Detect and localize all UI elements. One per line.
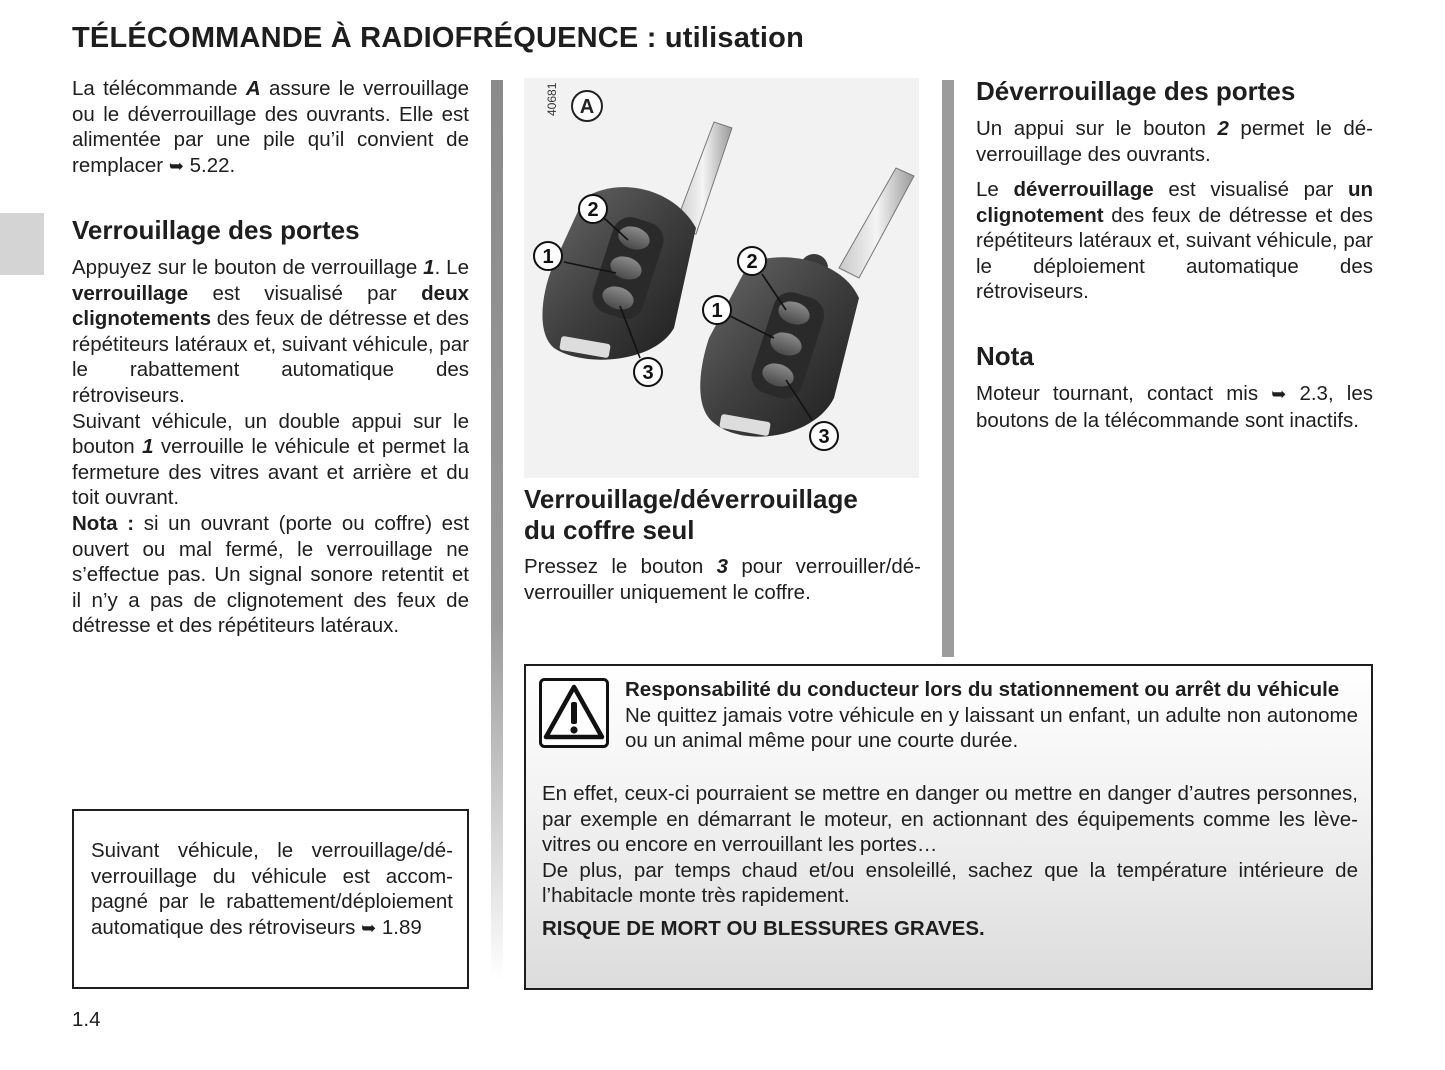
info-note-text: Suivant véhicule, le verrouillage/déverrouillage du véhicule est accompagné par le rabattement/déploiement automatique des rétroviseurs ➥ 1.89 <box>91 839 453 939</box>
page-title: TÉLÉCOMMANDE À RADIOFRÉQUENCE : utilisation <box>72 22 804 54</box>
callout-3: 3 <box>642 362 654 384</box>
warning-line-1: Ne quittez jamais votre véhicule en y laissant un enfant, un adulte non autonome ou un animal même pour une courte durée. <box>625 703 1358 753</box>
callout-1: 1 <box>542 246 554 268</box>
locking-section <box>72 255 469 639</box>
locking-nota-paragraph: Nota : si un ouvrant (porte ou coffre) est ouvert ou mal fermé, le verrouillage ne s’effectue pas. Un signal sonore retentit et il n’y a pas de clignotement des feux de détresse et des répétiteurs latéraux. <box>72 511 470 638</box>
warning-risk: RISQUE DE MORT OU BLESSURES GRAVES. <box>542 917 985 940</box>
intro-paragraph <box>72 76 469 179</box>
image-code: 40681 <box>545 82 559 116</box>
warning-icon <box>539 678 609 748</box>
callout-3: 3 <box>818 426 830 448</box>
intro-text: La télécommande <box>72 77 246 100</box>
unlocking-paragraph-1: Un appui sur le bouton 2 permet le déverrouillage des ouvrants. <box>976 117 1373 166</box>
locking-paragraph-1: Appuyez sur le bouton de verrouillage 1. Le verrouillage est visualisé par deux clignotements des feux de détresse et des répétiteurs latéraux et, suivant véhicule, par le rabattement automatique des rétroviseurs. <box>72 256 469 407</box>
trunk-paragraph: Pressez le bouton 3 pour verrouiller/déverrouiller uniquement le coffre. <box>524 555 921 604</box>
unlocking-heading: Déverrouillage des portes <box>976 76 1296 106</box>
warning-title: Responsabilité du conducteur lors du stationnement ou arrêt du véhicule <box>625 678 1340 701</box>
warning-paragraph-3: De plus, par temps chaud et/ou ensoleillé, sachez que la température intérieure de l’habitacle monte très rapidement. <box>542 858 1358 908</box>
unlocking-paragraph-2: Le déverrouillage est visualisé par un clignotement des feux de détresse et des répétiteurs latéraux et, suivant véhicule, par le déploiement automatique des rétroviseurs. <box>976 178 1374 304</box>
warning-header-text <box>625 677 1358 754</box>
button-2-key: 2 <box>1217 117 1229 140</box>
callout-1: 1 <box>711 300 723 322</box>
page-number: 1.4 <box>72 1008 101 1031</box>
button-1-key: 1 <box>423 256 435 279</box>
locking-heading: Verrouillage des portes <box>72 215 360 245</box>
remote-key-illustration <box>524 78 919 478</box>
warning-body <box>542 781 1358 909</box>
warning-paragraph-2: En effet, ceux-ci pourraient se mettre en danger ou mettre en danger d’autres personnes, par exemple en démarrant le moteur, en actionnant des équipements comme les lève-vitres ou encore en verrouillant les portes… <box>542 782 1358 857</box>
reference-arrow-icon: ➥ <box>361 917 377 938</box>
callout-2: 2 <box>587 199 599 221</box>
button-3-key: 3 <box>716 555 729 578</box>
figure-label: A <box>579 96 595 118</box>
warning-box <box>524 664 1373 990</box>
remote-key-a: A <box>245 77 261 100</box>
nota-paragraph: Moteur tournant, contact mis ➥ 2.3, les boutons de la télécommande sont inactifs. <box>976 382 1373 432</box>
column-divider-left <box>491 80 503 980</box>
reference-arrow-icon: ➥ <box>1271 384 1287 404</box>
reference-link[interactable]: 5.22. <box>183 153 236 177</box>
info-note-box <box>72 809 469 989</box>
callout-2: 2 <box>746 251 758 273</box>
reference-link[interactable]: 1.89 <box>376 915 422 939</box>
nota-heading: Nota <box>976 341 1034 371</box>
chapter-tab <box>0 213 44 275</box>
reference-arrow-icon: ➥ <box>168 155 184 176</box>
button-1-key: 1 <box>142 435 154 459</box>
locking-paragraph-2: Suivant véhicule, un double appui sur le bouton 1 verrouille le véhicule et permet la fermeture des vitres avant et arrière et du toit ouvrant. <box>72 409 469 510</box>
column-divider-right <box>942 80 954 657</box>
trunk-heading: Verrouillage/déverrouillage du coffre seul <box>524 484 858 545</box>
intro-text-2: assure le verrouillage ou le déverrouillage des ouvrants. Elle est alimentée par une pile qu’il convient de remplacer <box>72 77 470 177</box>
remote-keys-drawing <box>524 78 919 478</box>
